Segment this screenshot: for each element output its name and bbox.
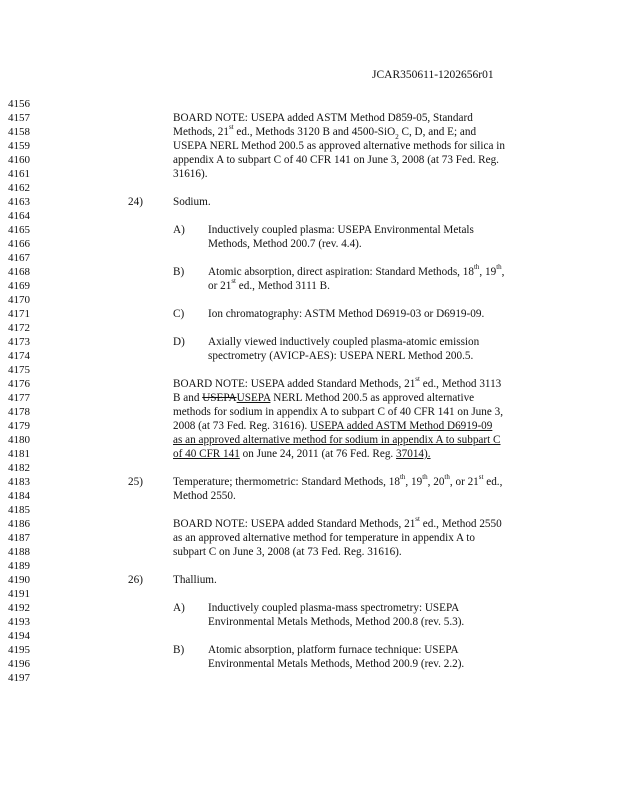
item-24-title: Sodium. (173, 196, 211, 208)
line-number: 4181 (8, 448, 30, 460)
line-number: 4183 (8, 476, 30, 488)
line-number: 4161 (8, 168, 30, 180)
inserted-text: of 40 CFR 141 (173, 448, 240, 460)
line-number: 4197 (8, 672, 30, 684)
item-26-a-label: A) (173, 602, 185, 614)
line-number: 4163 (8, 196, 30, 208)
item-24-note-line-3: methods for sodium in appendix A to subpart C of 40 CFR 141 on June 3, (173, 406, 504, 418)
line-number: 4168 (8, 266, 30, 278)
line-number: 4164 (8, 210, 30, 222)
inserted-text: USEPA added ASTM Method D6919-09 (310, 420, 493, 432)
line-number: 4180 (8, 434, 30, 446)
item-24-note-line-6: of 40 CFR 141 on June 24, 2011 (at 76 Fed. Reg. 37014). (173, 448, 431, 460)
item-26-b-line-2: Environmental Metals Methods, Method 200.9 (rev. 2.2). (208, 658, 465, 670)
item-24-b-line-2: or 21st ed., Method 3111 B. (208, 277, 330, 292)
line-number: 4169 (8, 280, 30, 292)
item-24-a-label: A) (173, 224, 185, 236)
line-number: 4171 (8, 308, 30, 320)
item-24-b-label: B) (173, 266, 185, 278)
line-number: 4179 (8, 420, 30, 432)
line-number: 4166 (8, 238, 30, 250)
item-24-d-line-2: spectrometry (AVICP-AES): USEPA NERL Method 200.5. (208, 350, 474, 362)
line-number: 4195 (8, 644, 30, 656)
item-26-title: Thallium. (173, 574, 217, 586)
line-number: 4191 (8, 588, 30, 600)
item-26-b-label: B) (173, 644, 185, 656)
line-number: 4158 (8, 126, 30, 138)
line-number: 4176 (8, 378, 30, 390)
item-24-c-line-1: Ion chromatography: ASTM Method D6919-03 or D6919-09. (208, 308, 485, 320)
line-number: 4178 (8, 406, 30, 418)
item-25-line-2: Method 2550. (173, 490, 236, 502)
item-25-line-1: Temperature; thermometric: Standard Methods, 18th, 19th, 20th, or 21st ed., (173, 473, 503, 488)
item-24-b-line-1: Atomic absorption, direct aspiration: Standard Methods, 18th, 19th, (208, 263, 505, 278)
line-number: 4196 (8, 658, 30, 670)
line-number: 4167 (8, 252, 30, 264)
line-number: 4187 (8, 532, 30, 544)
note-silica-line-5: 31616). (173, 168, 208, 180)
line-number: 4186 (8, 518, 30, 530)
line-number: 4184 (8, 490, 30, 502)
document-id-header: JCAR350611-1202656r01 (372, 69, 494, 81)
line-number: 4194 (8, 630, 30, 642)
item-26-number: 26) (128, 574, 143, 586)
inserted-text: as an approved alternative method for sodium in appendix A to subpart C (173, 434, 501, 446)
note-silica-line-2: Methods, 21st ed., Methods 3120 B and 4500-SiO$_2$ C, D, and E; and (173, 123, 477, 142)
item-24-note-line-5 (173, 433, 500, 447)
line-number: 4162 (8, 182, 30, 194)
item-26-b-line-1: Atomic absorption, platform furnace technique: USEPA (208, 644, 459, 656)
item-24-note-line-1: BOARD NOTE: USEPA added Standard Methods, 21st ed., Method 3113 (173, 375, 502, 390)
inserted-text: 37014). (396, 448, 431, 460)
item-26-a-line-1: Inductively coupled plasma-mass spectrometry: USEPA (208, 602, 460, 614)
line-number: 4189 (8, 560, 30, 572)
line-number: 4160 (8, 154, 30, 166)
line-number: 4172 (8, 322, 30, 334)
line-number: 4173 (8, 336, 30, 348)
line-number: 4185 (8, 504, 30, 516)
line-number: 4157 (8, 112, 30, 124)
item-24-c-label: C) (173, 308, 185, 320)
line-number: 4165 (8, 224, 30, 236)
line-number: 4182 (8, 462, 30, 474)
inserted-text: USEPA (236, 392, 271, 404)
note-silica-line-1: BOARD NOTE: USEPA added ASTM Method D859-05, Standard (173, 112, 473, 124)
line-number: 4159 (8, 140, 30, 152)
item-24-d-line-1: Axially viewed inductively coupled plasma-atomic emission (208, 336, 480, 348)
note-silica-line-4: appendix A to subpart C of 40 CFR 141 on June 3, 2008 (at 73 Fed. Reg. (173, 154, 499, 166)
item-24-a-line-2: Methods, Method 200.7 (rev. 4.4). (208, 238, 362, 250)
line-number: 4193 (8, 616, 30, 628)
item-24-d-label: D) (173, 336, 185, 348)
line-number: 4170 (8, 294, 30, 306)
note-silica-line-3: USEPA NERL Method 200.5 as approved alternative methods for silica in (173, 140, 505, 152)
line-number: 4190 (8, 574, 30, 586)
item-24-note-line-2: B and USEPAUSEPA NERL Method 200.5 as approved alternative (173, 392, 475, 404)
item-24-number: 24) (128, 196, 143, 208)
item-26-a-line-2: Environmental Metals Methods, Method 200.8 (rev. 5.3). (208, 616, 465, 628)
item-24-a-line-1: Inductively coupled plasma: USEPA Environmental Metals (208, 224, 474, 236)
line-number: 4156 (8, 98, 30, 110)
line-number: 4188 (8, 546, 30, 558)
line-number: 4192 (8, 602, 30, 614)
item-25-note-line-1: BOARD NOTE: USEPA added Standard Methods, 21st ed., Method 2550 (173, 515, 502, 530)
line-number: 4177 (8, 392, 30, 404)
item-24-note-line-4: 2008 (at 73 Fed. Reg. 31616). USEPA added ASTM Method D6919-09 (173, 420, 493, 432)
deleted-text: USEPA (202, 392, 237, 404)
item-25-number: 25) (128, 476, 143, 488)
item-25-note-line-3: subpart C on June 3, 2008 (at 73 Fed. Reg. 31616). (173, 546, 402, 558)
line-number: 4174 (8, 350, 30, 362)
line-number: 4175 (8, 364, 30, 376)
item-25-note-line-2: as an approved alternative method for temperature in appendix A to (173, 532, 475, 544)
